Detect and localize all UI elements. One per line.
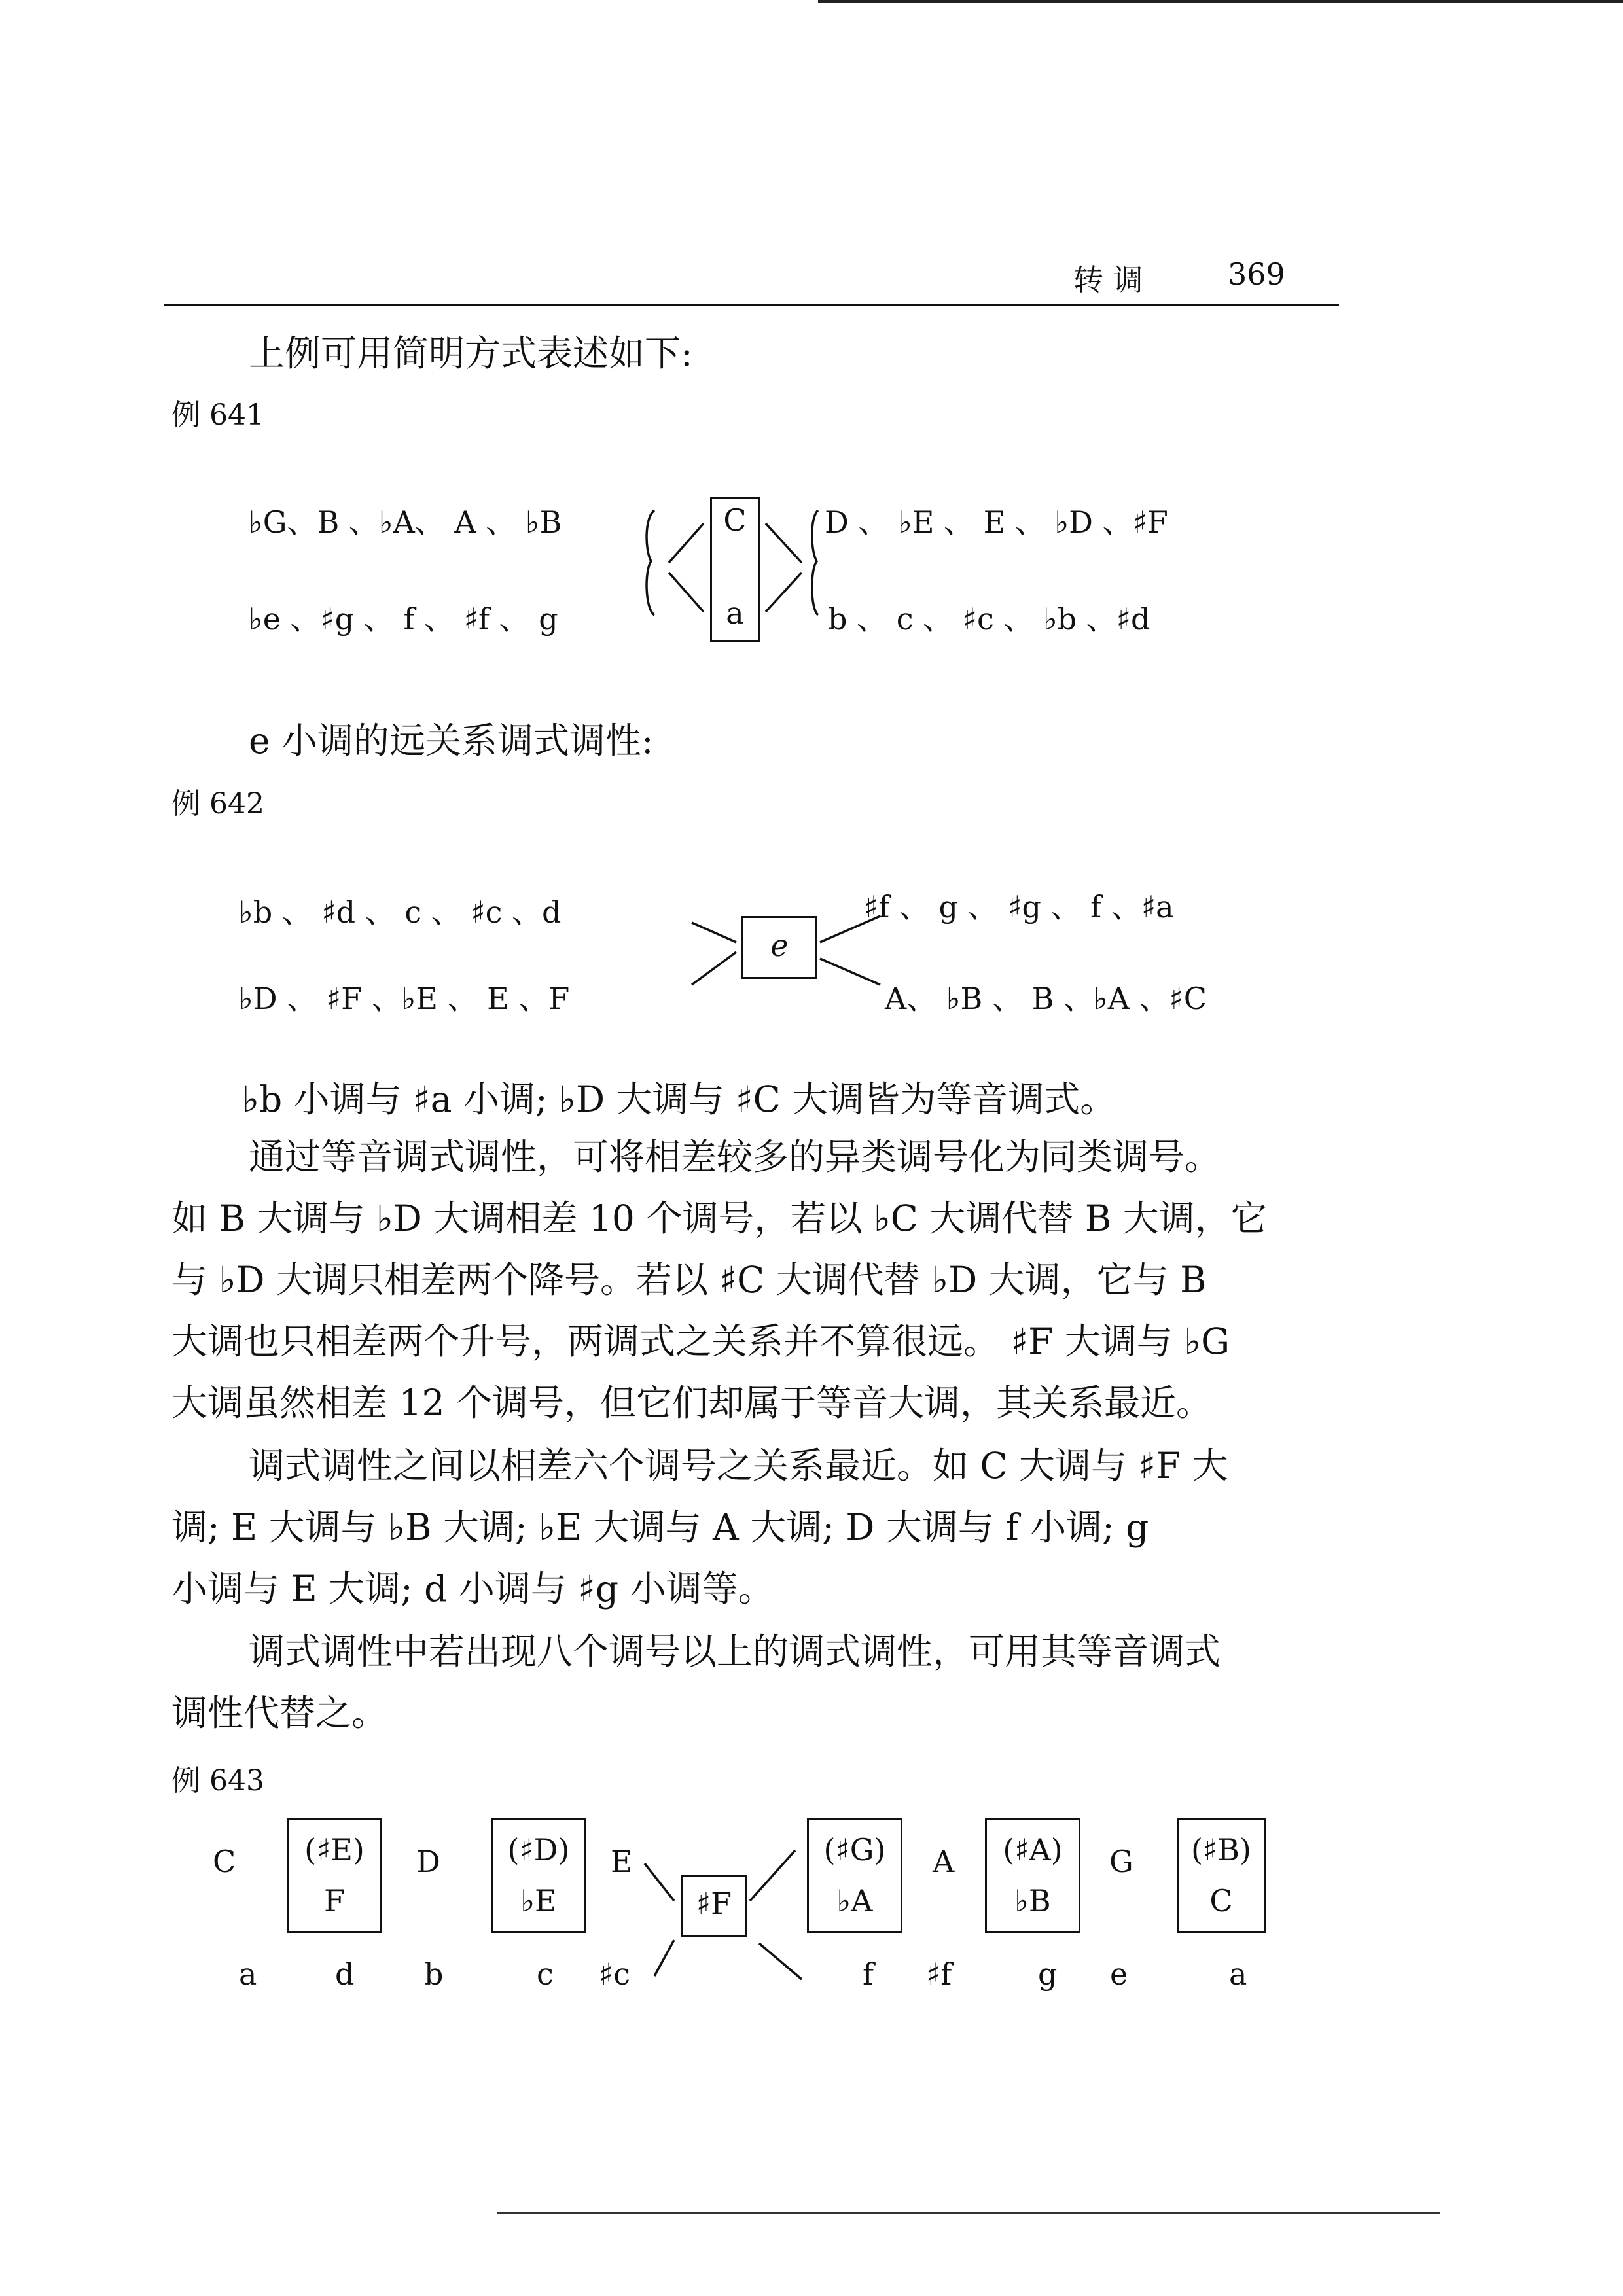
ex642-right-minor: ♯f 、 g 、 ♯g 、 f 、♯a	[864, 889, 1174, 925]
ex643-box-5-bottom: C	[1209, 1883, 1233, 1918]
running-header-title: 转 调	[1073, 262, 1143, 298]
ex643-line-center-box3	[750, 1850, 795, 1901]
ex643-bottom-6: f	[863, 1956, 874, 1992]
paragraph-2-line-4: 大调也只相差两个升号，两调式之关系并不算很远。 ♯F 大调与 ♭G	[171, 1320, 1230, 1362]
paragraph-4-line-2: 调性代替之。	[171, 1692, 388, 1734]
ex643-box-4-top: (♯A)	[1003, 1832, 1063, 1867]
ex643-key-G: G	[1109, 1844, 1133, 1879]
ex641-left-brace	[647, 510, 654, 615]
ex643-line-E-center	[645, 1863, 674, 1901]
ex643-key-D: D	[416, 1844, 440, 1879]
paragraph-2-line-1: 通过等音调式调性，可将相差较多的异类调号化为同类调号。	[249, 1136, 1221, 1178]
ex643-box-1-top: (♯E)	[304, 1832, 365, 1867]
ex643-key-E: E	[611, 1844, 633, 1879]
paragraph-3-line-2: 调; E 大调与 ♭B 大调; ♭E 大调与 A 大调; D 大调与 f 小调; g	[171, 1506, 1149, 1548]
ex642-left-major: ♭D 、 ♯F 、♭E 、 E 、F	[239, 981, 570, 1016]
ex643-box-2-bottom: ♭E	[520, 1883, 557, 1918]
page-number: 369	[1228, 256, 1285, 292]
paragraph-3-line-1: 调式调性之间以相差六个调号之关系最近。如 C 大调与 ♯F 大	[249, 1445, 1228, 1487]
ex643-line-center-f	[759, 1943, 802, 1979]
ex641-right-brace	[812, 510, 818, 615]
paragraph-2-line-2: 如 B 大调与 ♭D 大调相差 10 个调号，若以 ♭C 大调代替 B 大调，它	[171, 1197, 1267, 1239]
ex643-bottom-8: g	[1038, 1956, 1058, 1992]
ex641-right-minor: b 、 c 、 ♯c 、 ♭b 、♯d	[828, 601, 1150, 637]
ex641-left-line-down	[669, 573, 704, 612]
example-642-label: 例 642	[171, 787, 264, 821]
ex643-key-A: A	[933, 1844, 955, 1879]
ex641-center-minor: a	[726, 595, 744, 631]
ex641-left-major: ♭G、B 、♭A、 A 、 ♭B	[249, 504, 562, 540]
ex642-right-line-2	[820, 959, 880, 985]
ex642-right-major: A、 ♭B 、 B 、♭A 、♯C	[885, 981, 1207, 1016]
ex643-bottom-5: ♯c	[599, 1956, 631, 1992]
ex643-center: ♯F	[696, 1886, 732, 1921]
paragraph-2-line-5: 大调虽然相差 12 个调号，但它们却属于等音大调，其关系最近。	[171, 1382, 1212, 1424]
ex641-left-line-up	[669, 523, 704, 563]
ex643-bottom-2: d	[335, 1956, 355, 1992]
ex642-left-minor: ♭b 、 ♯d 、 c 、 ♯c 、d	[239, 894, 562, 930]
ex643-line-csharp-center	[654, 1940, 674, 1976]
ex641-right-line-down	[766, 573, 802, 612]
example-641-label: 例 641	[171, 398, 264, 432]
ex642-center: e	[770, 928, 789, 963]
ex642-left-line-2	[692, 952, 736, 985]
ex643-bottom-1: a	[239, 1956, 257, 1992]
ex643-bottom-3: b	[424, 1956, 444, 1992]
ex643-bottom-10: a	[1229, 1956, 1247, 1992]
ex643-box-3-bottom: ♭A	[836, 1883, 873, 1918]
ex641-right-line-up	[766, 523, 802, 563]
paragraph-3-line-3: 小调与 E 大调; d 小调与 ♯g 小调等。	[171, 1568, 774, 1610]
ex641-left-minor: ♭e 、♯g 、 f 、 ♯f 、 g	[249, 601, 558, 637]
ex643-bottom-7: ♯f	[926, 1956, 952, 1992]
footer-rule	[497, 2212, 1440, 2214]
ex642-left-line-1	[692, 923, 736, 942]
paragraph-2-line-3: 与 ♭D 大调只相差两个降号。若以 ♯C 大调代替 ♭D 大调，它与 B	[171, 1259, 1207, 1301]
paragraph-4-line-1: 调式调性中若出现八个调号以上的调式调性，可用其等音调式	[249, 1631, 1221, 1672]
ex643-box-1-bottom: F	[324, 1883, 345, 1918]
ex643-box-4-bottom: ♭B	[1014, 1883, 1051, 1918]
ex642-right-line-1	[820, 916, 880, 942]
ex643-box-5-top: (♯B)	[1191, 1832, 1251, 1867]
ex643-box-2-top: (♯D)	[507, 1832, 570, 1867]
ex643-bottom-4: c	[537, 1956, 554, 1992]
ex641-center-major: C	[723, 503, 747, 538]
e-minor-intro: e 小调的远关系调式调性:	[249, 720, 654, 762]
ex643-bottom-9: e	[1110, 1956, 1128, 1992]
ex643-key-C: C	[213, 1844, 236, 1879]
ex643-box-3-top: (♯G)	[823, 1832, 886, 1867]
ex641-right-major: D 、 ♭E 、 E 、 ♭D 、♯F	[825, 504, 1168, 540]
intro-text: 上例可用简明方式表述如下:	[249, 332, 693, 374]
example-643-label: 例 643	[171, 1764, 264, 1797]
enharmonic-note: ♭b 小调与 ♯a 小调; ♭D 大调与 ♯C 大调皆为等音调式。	[242, 1078, 1116, 1120]
